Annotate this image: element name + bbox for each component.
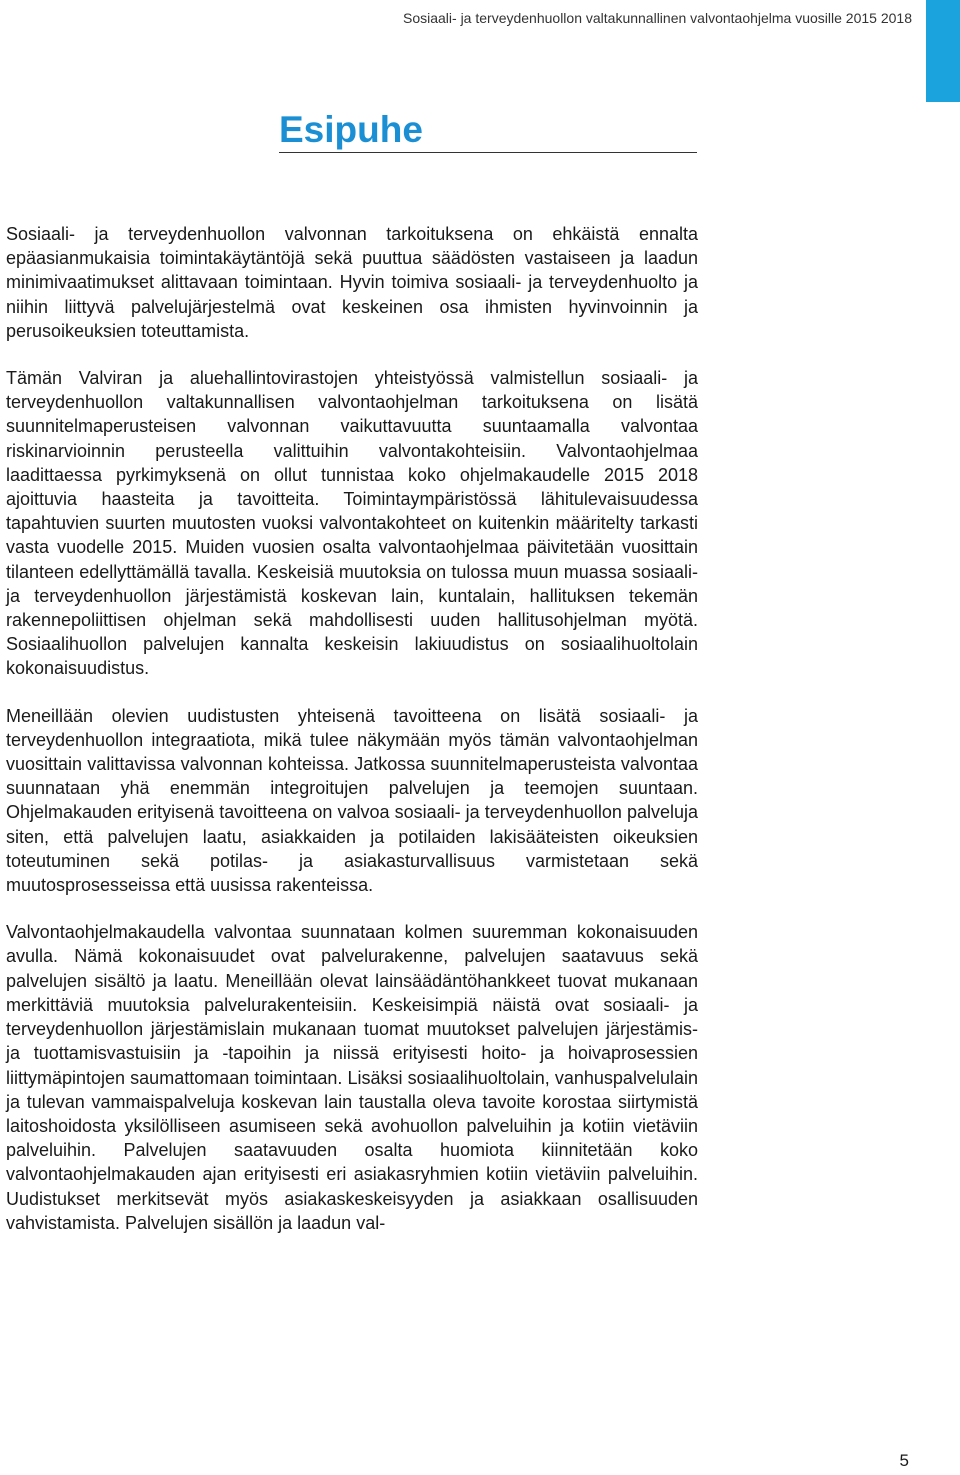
paragraph-3: Meneillään olevien uudistusten yhteisenä tavoitteena on lisätä sosiaali- ja terveydenhuollon integraatiota, mikä tulee näkymään myös tämän valvontaohjelman vuosittain valittavissa valvonnan kohteissa. Jatkossa suunnitelmaperusteista valvontaa suunnataan yhä enemmän integroitujen palvelujen ja teemojen suuntaan. Ohjelmakauden erityisenä tavoitteena on valvoa sosiaali- ja terveydenhuollon palveluja siten, että palvelujen laatu, asiakkaiden ja potilaiden lakisääteisten oikeuksien toteutuminen sekä potilas- ja asiakasturvallisuus varmistetaan sekä muutosprosesseissa että uusissa rakenteissa. [6, 705, 698, 896]
running-header: Sosiaali- ja terveydenhuollon valtakunnallinen valvontaohjelma vuosille 2015 2018 [402, 10, 912, 26]
page-title: Esipuhe [279, 109, 423, 150]
paragraph-4: Valvontaohjelmakaudella valvontaa suunnataan kolmen suuremman kokonaisuuden avulla. Nämä kokonaisuudet ovat palvelurakenne, palvelujen saatavuus sekä palvelujen sisältö ja laatu. Meneillään olevat lainsäädäntöhankkeet tuovat mukanaan merkittäviä muutoksia palvelurakenteisiin. Keskeisimpiä näistä ovat sosiaali- ja terveydenhuollon järjestämislain mukanaan tuomat muutokset palvelujen järjestämis- ja tuottamisvastuisiin ja -tapoihin ja niissä erityisesti hoito- ja hoivaprosessien liittymäpintojen saumattomaan toimintaan. Lisäksi sosiaalihuoltolain, vanhuspalvelulain ja tulevan vammaispalveluja koskevan lain taustalla oleva tavoite korostaa siirtymistä laitoshoidosta yksilölliseen asumiseen sekä avohuollon palveluihin ja kotiin vietäviin palveluihin. Palvelujen saatavuuden osalta huomiota kiinnitetään koko valvontaohjelmakauden ajan erityisesti eri asiakasryhmien kotiin vietäviin palveluihin. Uudistukset merkitsevät myös asiakaskeskeisyyden ja asiakkaan osallisuuden vahvistamista. Palvelujen sisällön ja laadun val- [6, 922, 698, 1233]
body-text [6, 222, 698, 1258]
title-underline [279, 152, 697, 153]
page-number: 5 [899, 1451, 909, 1470]
paragraph-2: Tämän Valviran ja aluehallintovirastojen yhteistyössä valmistellun sosiaali- ja terveydenhuollon valtakunnallisen valvontaohjelman tarkoituksena on lisätä suunnitelmaperusteisen valvonnan vaikuttavuutta suuntaamalla valvontaa riskinarvioinnin perusteella valittuihin valvontakohteisiin. Valvontaohjelmaa laadittaessa pyrkimyksenä on ollut tunnistaa koko ohjelmakaudelle 2015 2018 ajoittuvia haasteita ja tavoitteita. Toimintaympäristössä lähitulevaisuudessa tapahtuvien suurten muutosten vuoksi valvontakohteet on kuitenkin määritelty tarkasti vasta vuodelle 2015. Muiden vuosien osalta valvontaohjelmaa päivitetään vuosittain tilanteen edellyttämällä tavalla. Keskeisiä muutoksia on tulossa muun muassa sosiaali- ja terveydenhuollon järjestämistä koskevan lain, kuntalain, hallituksen tekemän rakennepoliittisen ohjelman sekä mahdollisesti uuden hallitusohjelman myötä. Sosiaalihuollon palvelujen kannalta keskeisin lakiuudistus on sosiaalihuoltolain kokonaisuudistus. [6, 368, 698, 679]
paragraph-1: Sosiaali- ja terveydenhuollon valvonnan tarkoituksena on ehkäistä ennalta epäasianmukaisia toimintakäytäntöjä sekä puuttua säädösten vastaiseen ja laadun minimivaatimukset alittavaan toimintaan. Hyvin toimiva sosiaali- ja terveydenhuolto ja niihin liittyvä palvelujärjestelmä ovat keskeinen osa ihmisten hyvinvoinnin ja perusoikeuksien toteuttamista. [6, 224, 698, 341]
chapter-tab-marker [926, 0, 960, 102]
